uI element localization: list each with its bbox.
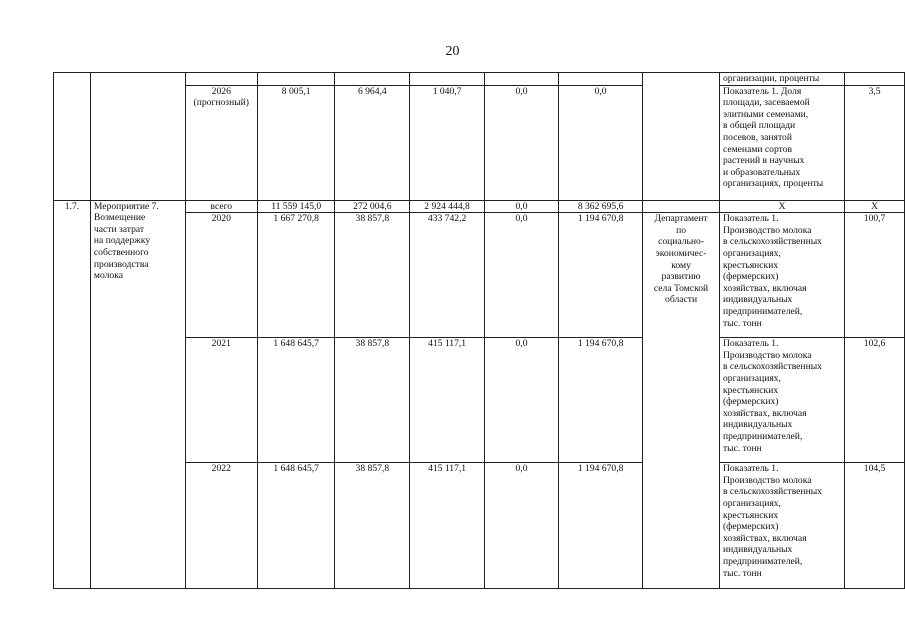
cell-value: 102,6 — [845, 338, 905, 463]
cell-num — [54, 73, 91, 201]
cell-value: 3,5 — [845, 85, 905, 200]
cell-num: 1.7. — [54, 200, 91, 589]
cell-total: 1 648 645,7 — [257, 463, 335, 589]
cell-value — [845, 73, 905, 86]
cell-executor — [643, 73, 720, 201]
cell-value: 104,5 — [845, 463, 905, 589]
cell-local: 0,0 — [484, 213, 558, 338]
cell-period: всего — [185, 200, 257, 213]
cell-indicator: Показатель 1. Производство молока в сельскохозяйственных организациях, крестьянских (фермерских) хозяйствах, включая индивидуальных предпринимателей, тыс. тонн — [719, 213, 844, 338]
cell-indicator: Показатель 1. Доля площади, засеваемой элитными семенами, в общей площади посевов, занятой семенами сортов растений в научных и образовательных организациях, проценты — [719, 85, 844, 200]
cell-other: 1 194 670,8 — [559, 338, 643, 463]
cell-executor: Департамент по социально- экономичес- кому развитию села Томской области — [643, 213, 720, 589]
cell-period: 2022 — [185, 463, 257, 589]
cell-indicator: X — [719, 200, 844, 213]
table-row-carry — [54, 73, 905, 86]
cell-other: 0,0 — [559, 85, 643, 200]
cell-regional: 415 117,1 — [410, 463, 485, 589]
cell-value: X — [845, 200, 905, 213]
cell-total: 8 005,1 — [257, 85, 335, 200]
cell-federal — [335, 73, 410, 86]
cell-indicator: Показатель 1. Производство молока в сельскохозяйственных организациях, крестьянских (фермерских) хозяйствах, включая индивидуальных предпринимателей, тыс. тонн — [719, 463, 844, 589]
cell-regional: 433 742,2 — [410, 213, 485, 338]
cell-other — [559, 73, 643, 86]
cell-total — [257, 73, 335, 86]
cell-name: Мероприятие 7. Возмещение части затрат на поддержку собственного производства молока — [90, 200, 185, 589]
cell-regional: 2 924 444,8 — [410, 200, 485, 213]
cell-local: 0,0 — [484, 463, 558, 589]
program-table — [53, 72, 905, 589]
cell-regional: 415 117,1 — [410, 338, 485, 463]
cell-local: 0,0 — [484, 200, 558, 213]
table-row-event-total — [54, 200, 905, 213]
cell-indicator: Показатель 1. Производство молока в сельскохозяйственных организациях, крестьянских (фермерских) хозяйствах, включая индивидуальных предпринимателей, тыс. тонн — [719, 338, 844, 463]
cell-local: 0,0 — [484, 338, 558, 463]
cell-period: 2020 — [185, 213, 257, 338]
cell-federal: 272 004,6 — [335, 200, 410, 213]
cell-other: 8 362 695,6 — [559, 200, 643, 213]
cell-period — [185, 73, 257, 86]
cell-federal: 6 964,4 — [335, 85, 410, 200]
cell-federal: 38 857,8 — [335, 213, 410, 338]
cell-period: 2021 — [185, 338, 257, 463]
cell-total: 1 667 270,8 — [257, 213, 335, 338]
cell-federal: 38 857,8 — [335, 463, 410, 589]
cell-other: 1 194 670,8 — [559, 463, 643, 589]
cell-name — [90, 73, 185, 201]
cell-executor-blank — [643, 200, 720, 213]
cell-local: 0,0 — [484, 85, 558, 200]
cell-federal: 38 857,8 — [335, 338, 410, 463]
cell-total: 1 648 645,7 — [257, 338, 335, 463]
cell-other: 1 194 670,8 — [559, 213, 643, 338]
cell-period: 2026 (прогнозный) — [185, 85, 257, 200]
cell-regional: 1 040,7 — [410, 85, 485, 200]
cell-value: 100,7 — [845, 213, 905, 338]
cell-regional — [410, 73, 485, 86]
cell-local — [484, 73, 558, 86]
cell-indicator: организации, проценты — [719, 73, 844, 86]
page-number: 20 — [445, 44, 460, 59]
cell-total: 11 559 145,0 — [257, 200, 335, 213]
